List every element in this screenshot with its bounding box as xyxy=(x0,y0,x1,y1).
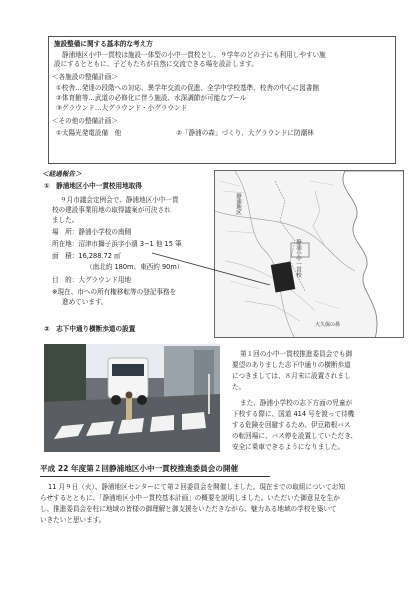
meeting-para-line3: し、推進委員会を柱に地域の皆様の御理解と御支援をいただきながら、魅力ある地域の学校を築いて xyxy=(40,505,337,513)
map-leader-line xyxy=(150,245,280,295)
meeting-para-line2: らせするとともに、「静浦地区小中一貫校基本計画」の概要を説明しました。いただいた御意見を生か xyxy=(40,494,340,502)
s1-para-line3: ました。 xyxy=(52,216,79,224)
meeting-title-underline xyxy=(40,476,270,477)
detail-place: 場 所：静浦小学校の南側 xyxy=(52,228,132,236)
box-other-2: ②「静浦の森」づくり、大グラウンドに防潮林 xyxy=(176,129,314,137)
box-other-1: ①太陽光発電設備 他 xyxy=(56,129,122,137)
detail-note-line1: ※現在、市への所有権移転等の登記事務を xyxy=(52,288,177,296)
detail-area-note: （南北約 180m、東西約 90m） xyxy=(86,263,184,271)
meeting-para-line1: 11 月９日（火）、静浦地区センターにて第２回委員会を開催しました。現在までの取組についてお知 xyxy=(48,483,345,491)
s2-para-line6: 下校する際に、国道 414 号を渡って待機 xyxy=(232,410,355,418)
section2-title: ② 志下中通り横断歩道の設置 xyxy=(44,325,136,333)
box-intro-line2: 設にするとともに、子どもたちが自然に交流できる場を設計します。 xyxy=(54,60,258,68)
meeting-title: 平成 22 年度第２回静浦地区小中一貫校推進委員会の開催 xyxy=(40,464,239,473)
map-label-area: 静浦地区 xyxy=(235,193,241,215)
detail-purpose: 目 的：大グラウンド用地 xyxy=(52,276,132,284)
s2-para-line9: 安全に乗車できるようになりました。 xyxy=(232,443,345,451)
s2-para-line8: の転回場に、バス停を設置していただき、 xyxy=(232,432,358,440)
section1-title: ① 静浦地区小中一貫校用地取得 xyxy=(44,182,142,190)
s2-para-line4: た。 xyxy=(232,383,246,391)
detail-address: 所在地：沼津市獅子浜字小濱 3−1 他 15 筆 xyxy=(52,240,182,248)
report-heading: ＜経過報告＞ xyxy=(42,170,82,178)
box-intro-line1: 静浦地区小中一貫校は施設一体型の小中一貫校とし、９学年のどの子にも利用しやすい施 xyxy=(62,51,326,59)
crosswalk-photo xyxy=(44,344,220,452)
box-item-2: ②体育館等…武道の必修化に伴う施設、水深調節が可能なプール xyxy=(56,94,247,102)
s2-para-line2: 要望のありました志下中通りの横断歩道 xyxy=(232,361,351,369)
s2-para-line7: する危険を回避するため、伊豆箱根バス xyxy=(232,421,351,429)
crosswalk-image xyxy=(44,344,220,452)
box-heading: 施設整備に関する基本的な考え方 xyxy=(54,40,153,48)
meeting-para-line4: いきたいと思います。 xyxy=(40,516,106,524)
box-item-1: ①校舎…発達の段階への対応、異学年交流の促進、全学中学校基準、校舎の中心に図書館 xyxy=(56,84,320,92)
box-section-facilities: ＜各施設の整備計画＞ xyxy=(52,73,118,81)
map-label-school: 静浦小中一貫校 xyxy=(295,239,301,278)
s2-para-line3: につきましては、８月末に設置されまし xyxy=(232,372,351,380)
s2-para-line1: 第１回の小中一貫校推進委員会でも御 xyxy=(240,350,353,358)
map-label-cape: 大久保の鼻 xyxy=(315,322,341,328)
s1-para-line1: ９月市議会定例会で、静浦地区小中一貫 xyxy=(60,196,179,204)
detail-area: 面 積：16,288.72 ㎡ xyxy=(52,252,121,260)
s1-para-line2: 校の建設事業用地の取得議案が可決され xyxy=(52,206,171,214)
detail-note-line2: 進めています。 xyxy=(62,298,108,306)
s2-para-line5: また、静浦小学校の志下方面の児童が xyxy=(240,399,353,407)
box-section-other: ＜その他の整備計画＞ xyxy=(52,117,118,125)
box-item-3: ③グラウンド…大グラウンド・小グラウンド xyxy=(56,104,188,112)
